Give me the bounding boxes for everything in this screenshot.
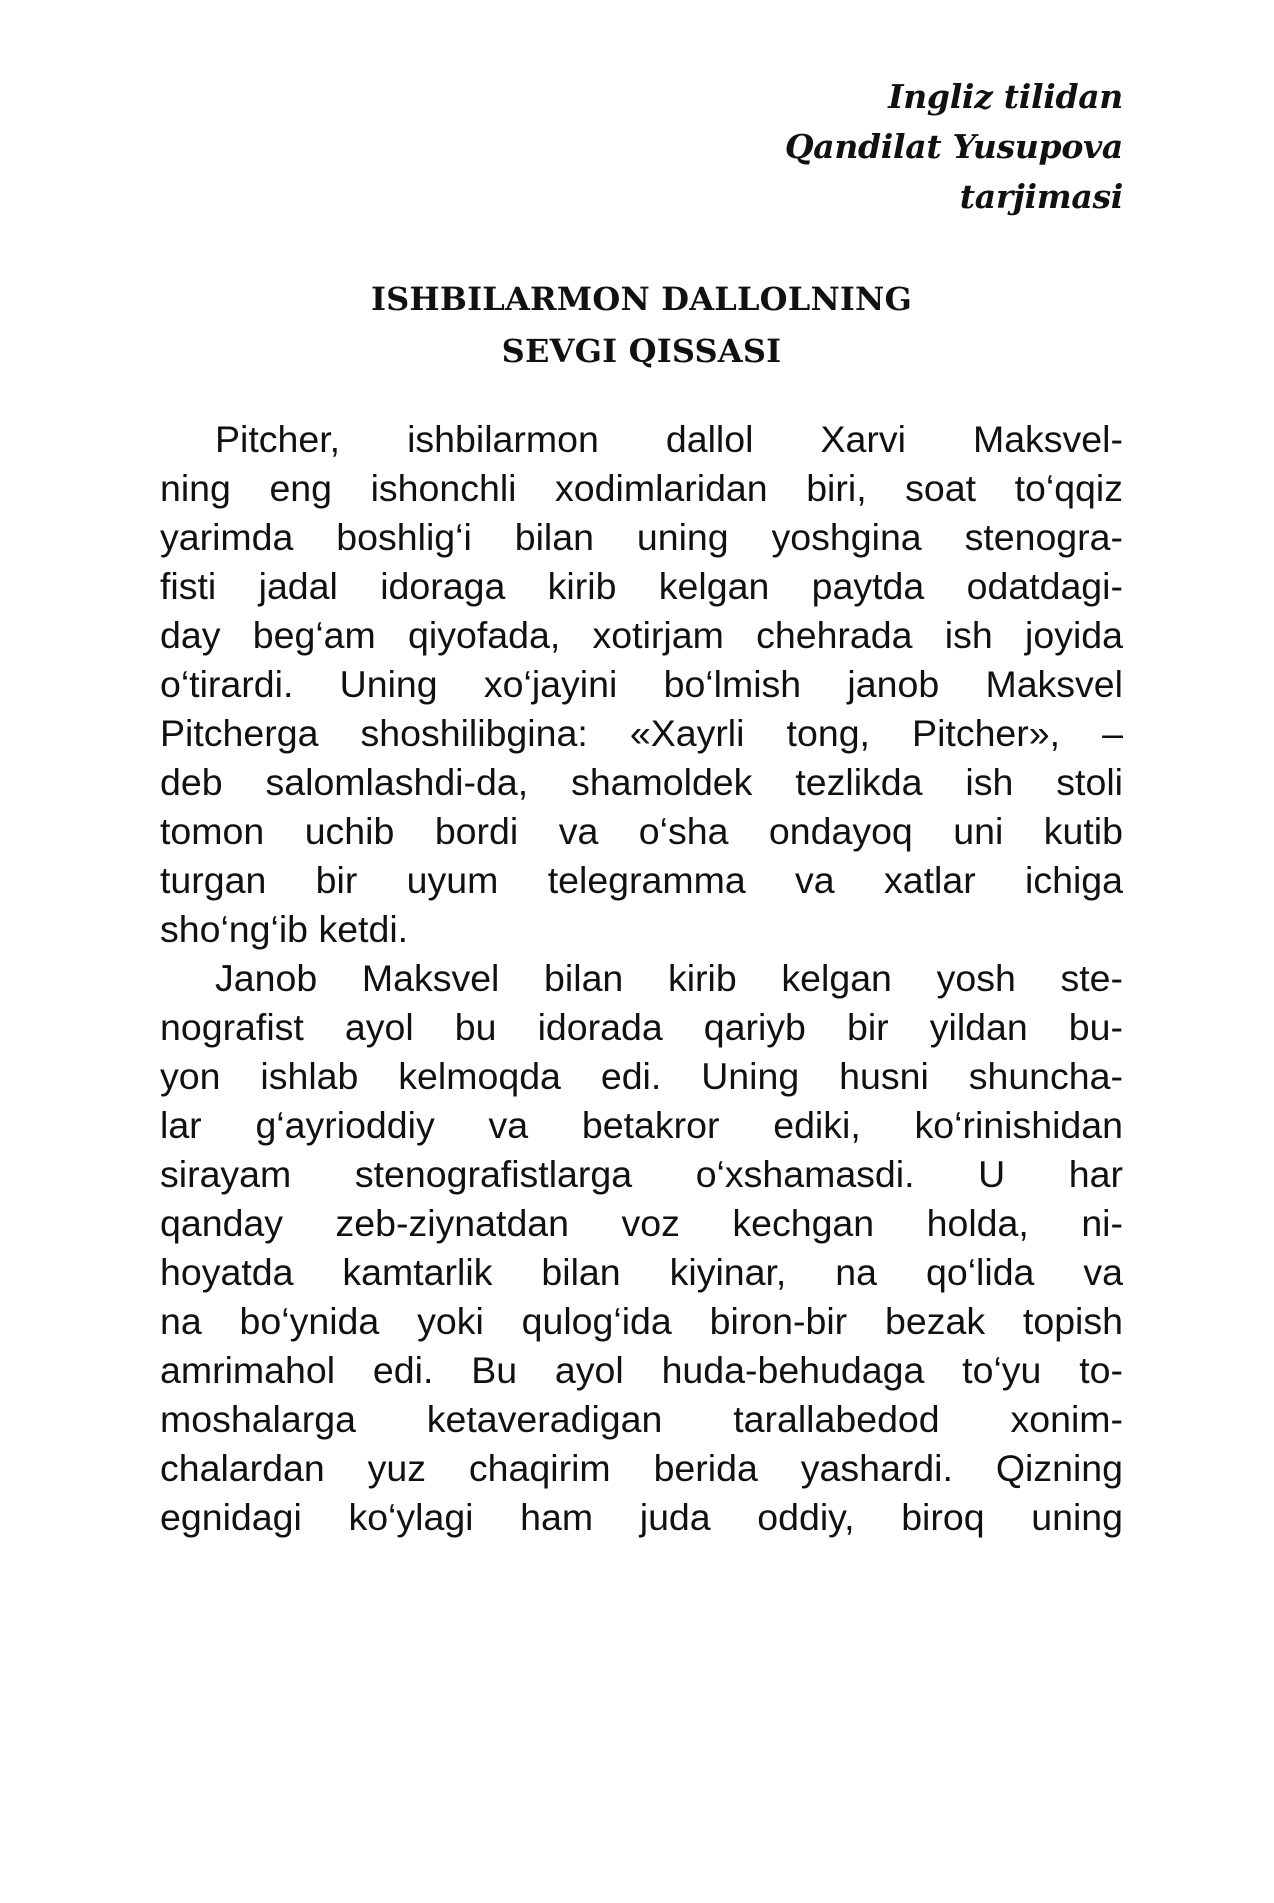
story-title: [160, 273, 1123, 377]
text-line: moshalarga ketaveradigan tarallabedod xonim-: [160, 1398, 1123, 1440]
translator-credit: [785, 72, 1123, 222]
paragraph-1: [160, 415, 1123, 954]
text-line: Pitcherga shoshilibgina: «Xayrli tong, Pitcher», –: [160, 712, 1123, 754]
credit-line-3: tarjimasi: [959, 177, 1123, 216]
text-line: tomon uchib bordi va o‘sha ondayoq uni kutib: [160, 810, 1123, 852]
text-line: turgan bir uyum telegramma va xatlar ichiga: [160, 859, 1123, 901]
text-line: amrimahol edi. Bu ayol huda-behudaga to‘yu to-: [160, 1349, 1123, 1391]
text-line: sho‘ng‘ib ketdi.: [160, 908, 409, 950]
title-line-2: SEVGI QISSASI: [501, 332, 782, 370]
text-line: deb salomlashdi-da, shamoldek tezlikda ish stoli: [160, 761, 1123, 803]
text-line: o‘tirardi. Uning xo‘jayini bo‘lmish janob Maksvel: [160, 663, 1123, 705]
title-line-1: ISHBILARMON DALLOLNING: [370, 280, 913, 318]
text-line: day beg‘am qiyofada, xotirjam chehrada ish joyida: [160, 614, 1123, 656]
text-line: fisti jadal idoraga kirib kelgan paytda odatdagi-: [160, 565, 1123, 607]
text-line: nografist ayol bu idorada qariyb bir yildan bu-: [160, 1006, 1123, 1048]
credit-line-2: Qandilat Yusupova: [784, 127, 1123, 166]
text-line: yon ishlab kelmoqda edi. Uning husni shuncha-: [160, 1055, 1123, 1097]
text-line: qanday zeb-ziynatdan voz kechgan holda, ni-: [160, 1202, 1123, 1244]
text-line: hoyatda kamtarlik bilan kiyinar, na qo‘lida va: [160, 1251, 1123, 1293]
text-line: yarimda boshlig‘i bilan uning yoshgina stenogra-: [160, 516, 1123, 558]
credit-line-1: Ingliz tilidan: [888, 77, 1123, 116]
text-line: Pitcher, ishbilarmon dallol Xarvi Maksvel-: [215, 418, 1123, 460]
story-body: [160, 415, 1123, 1542]
text-line: lar g‘ayrioddiy va betakror ediki, ko‘rinishidan: [160, 1104, 1123, 1146]
text-line: chalardan yuz chaqirim berida yashardi. Qizning: [160, 1447, 1123, 1489]
text-line: na bo‘ynida yoki qulog‘ida biron-bir bezak topish: [160, 1300, 1123, 1342]
paragraph-2: [160, 954, 1123, 1542]
text-line: ning eng ishonchli xodimlaridan biri, soat to‘qqiz: [160, 467, 1123, 509]
text-line: egnidagi ko‘ylagi ham juda oddiy, biroq uning: [160, 1496, 1123, 1538]
text-line: sirayam stenografistlarga o‘xshamasdi. U har: [160, 1153, 1123, 1195]
text-line: Janob Maksvel bilan kirib kelgan yosh ste-: [215, 957, 1123, 999]
